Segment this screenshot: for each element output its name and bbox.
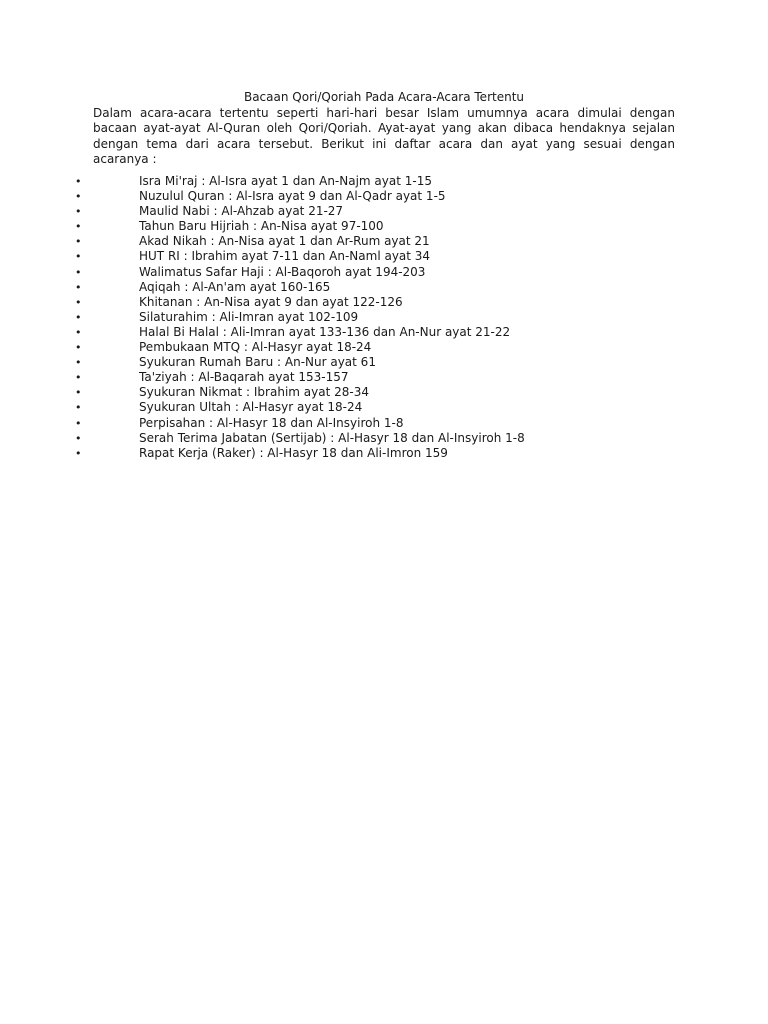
list-item-text: Syukuran Nikmat : Ibrahim ayat 28-34 — [139, 385, 369, 400]
bullet: • — [75, 341, 82, 355]
bullet: • — [75, 295, 82, 309]
bullet: • — [75, 371, 82, 385]
list-item-text: Khitanan : An-Nisa ayat 9 dan ayat 122-126 — [139, 294, 403, 309]
list-item — [0, 310, 768, 325]
bullet: • — [75, 416, 82, 430]
list-item-text: Syukuran Ultah : Al-Hasyr ayat 18-24 — [139, 400, 363, 415]
bullet: • — [75, 265, 82, 279]
bullet: • — [75, 250, 82, 264]
bullet: • — [75, 356, 82, 370]
bullet: • — [75, 280, 82, 294]
bullet: • — [75, 175, 82, 188]
list-item — [0, 280, 768, 295]
list-item — [0, 325, 768, 340]
list-item — [0, 219, 768, 234]
list-item — [0, 204, 768, 219]
list-item — [0, 174, 768, 189]
list-item-text: Akad Nikah : An-Nisa ayat 1 dan Ar-Rum ayat 21 — [139, 234, 430, 249]
list-item-text: Perpisahan : Al-Hasyr 18 dan Al-Insyiroh 1-8 — [139, 415, 404, 430]
list-item-text: HUT RI : Ibrahim ayat 7-11 dan An-Naml ayat 34 — [139, 249, 431, 264]
list-item — [0, 249, 768, 264]
list-item — [0, 416, 768, 431]
bullet: • — [75, 235, 82, 249]
bullet: • — [75, 310, 82, 324]
list-item — [0, 265, 768, 280]
list-item-text: Maulid Nabi : Al-Ahzab ayat 21-27 — [139, 204, 344, 219]
list-item-text: Tahun Baru Hijriah : An-Nisa ayat 97-100 — [139, 219, 384, 234]
bullet: • — [75, 386, 82, 400]
list-item — [0, 446, 768, 461]
bullet: • — [75, 401, 82, 415]
list-item-text: Pembukaan MTQ : Al-Hasyr ayat 18-24 — [139, 340, 372, 355]
bullet: • — [75, 325, 82, 339]
list-item — [0, 400, 768, 415]
list-item — [0, 295, 768, 310]
list-item-text: Ta'ziyah : Al-Baqarah ayat 153-157 — [139, 370, 349, 385]
list-item-text: Silaturahim : Ali-Imran ayat 102-109 — [139, 309, 359, 324]
list-item-text: Halal Bi Halal : Ali-Imran ayat 133-136 dan An-Nur ayat 21-22 — [139, 324, 511, 339]
intro-paragraph: Dalam acara-acara tertentu seperti hari-hari besar Islam umumnya acara dimulai dengan bacaan ayat-ayat Al-Quran oleh Qori/Qoriah. Ayat-ayat yang akan dibaca hendaknya sejalan dengan tema dari acara tersebut. Berikut ini daftar acara dan ayat yang sesuai dengan acaranya : — [93, 106, 675, 166]
list-item-text: Serah Terima Jabatan (Sertijab) : Al-Hasyr 18 dan Al-Insyiroh 1-8 — [139, 430, 525, 445]
list-item — [0, 355, 768, 370]
bullet: • — [75, 220, 82, 234]
list-item-text: Syukuran Rumah Baru : An-Nur ayat 61 — [139, 355, 376, 370]
list-item-text: Rapat Kerja (Raker) : Al-Hasyr 18 dan Ali-Imron 159 — [139, 445, 448, 460]
bullet: • — [75, 205, 82, 219]
event-verse-list — [0, 174, 768, 461]
document-title: Bacaan Qori/Qoriah Pada Acara-Acara Tertentu — [243, 90, 525, 104]
bullet: • — [75, 446, 82, 460]
list-item — [0, 370, 768, 385]
list-item-text: Isra Mi'raj : Al-Isra ayat 1 dan An-Najm ayat 1-15 — [139, 174, 432, 188]
list-item — [0, 234, 768, 249]
list-item — [0, 385, 768, 400]
list-item — [0, 340, 768, 355]
list-item-text: Aqiqah : Al-An'am ayat 160-165 — [139, 279, 331, 294]
list-item — [0, 431, 768, 446]
list-item — [0, 189, 768, 204]
list-item-text: Walimatus Safar Haji : Al-Baqoroh ayat 194-203 — [139, 264, 426, 279]
list-item-text: Nuzulul Quran : Al-Isra ayat 9 dan Al-Qadr ayat 1-5 — [139, 189, 446, 204]
bullet: • — [75, 431, 82, 445]
bullet: • — [75, 190, 82, 204]
